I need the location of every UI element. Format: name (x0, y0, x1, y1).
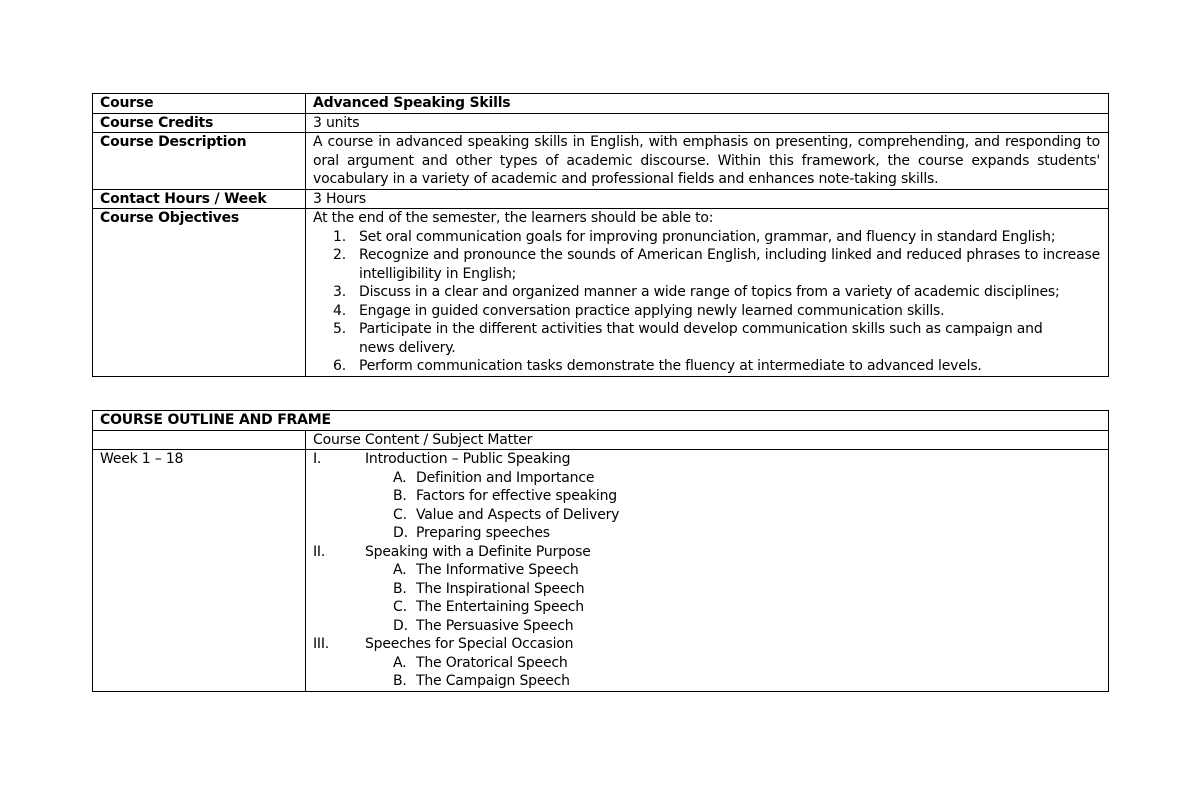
item-text: The Oratorical Speech (416, 654, 568, 671)
section-heading (313, 543, 1108, 562)
section-number: III. (313, 636, 330, 652)
description-label: Course Description (93, 133, 306, 190)
objective-text: Set oral communication goals for improving pronunciation, grammar, and fluency in standard English; (359, 228, 1056, 245)
list-item (313, 283, 1100, 302)
list-item (313, 506, 1108, 525)
objectives-list (313, 228, 1100, 376)
list-number: 4. (333, 302, 346, 319)
section-number: II. (313, 543, 326, 560)
objective-text: Perform communication tasks demonstrate the fluency at intermediate to advanced levels. (359, 358, 982, 374)
list-number: 3. (333, 284, 346, 300)
table-row (93, 113, 1109, 133)
item-letter: B. (393, 580, 407, 597)
week-label: Week 1 – 18 (93, 450, 306, 692)
credits-value: 3 units (306, 113, 1109, 133)
table-row (93, 430, 1109, 450)
list-item (313, 580, 1108, 599)
item-letter: C. (393, 506, 407, 523)
objective-text: Recognize and pronounce the sounds of American English, including linked and reduced phrases to increase intelligibility in English; (359, 247, 1100, 282)
item-text: Factors for effective speaking (416, 488, 617, 504)
table-row (93, 189, 1109, 209)
list-item (313, 617, 1108, 636)
section-heading (313, 450, 1108, 469)
section-number: I. (313, 451, 322, 467)
item-text: The Persuasive Speech (416, 617, 574, 634)
table-row (93, 450, 1109, 692)
list-item (313, 302, 1100, 321)
list-item (313, 320, 1100, 357)
list-item (313, 672, 1108, 691)
course-info-table (92, 93, 1109, 377)
item-text: The Informative Speech (416, 562, 579, 578)
course-title: Advanced Speaking Skills (306, 94, 1109, 114)
table-row (93, 133, 1109, 190)
description-value: A course in advanced speaking skills in English, with emphasis on presenting, comprehending, and responding to oral argument and other types of academic discourse. Within this framework, the course expands students' vocabulary in a variety of academic and professional fields and enhances note-taking skills. (306, 133, 1109, 190)
item-letter: C. (393, 599, 407, 615)
outline-content (306, 450, 1109, 692)
objectives-cell (306, 209, 1109, 377)
list-number: 5. (333, 321, 346, 337)
item-letter: B. (393, 673, 407, 689)
item-text: The Entertaining Speech (416, 599, 584, 615)
list-item (313, 654, 1108, 673)
item-text: The Campaign Speech (416, 673, 570, 689)
list-item (313, 228, 1100, 247)
list-number: 6. (333, 358, 346, 374)
section-heading (313, 635, 1108, 654)
outline-title: COURSE OUTLINE AND FRAME (93, 411, 1109, 431)
list-item (313, 487, 1108, 506)
hours-value: 3 Hours (306, 189, 1109, 209)
section-title: Speeches for Special Occasion (365, 636, 574, 652)
table-row (93, 209, 1109, 377)
table-row (93, 411, 1109, 431)
hours-label: Contact Hours / Week (93, 189, 306, 209)
list-item (313, 561, 1108, 580)
content-header: Course Content / Subject Matter (306, 430, 1109, 450)
item-letter: A. (393, 654, 407, 671)
list-item (313, 469, 1108, 488)
item-text: Preparing speeches (416, 525, 550, 541)
item-letter: D. (393, 617, 408, 634)
objective-text: Participate in the different activities that would develop communication skills such as campaign and news delivery. (359, 321, 1043, 356)
item-text: Value and Aspects of Delivery (416, 506, 620, 523)
credits-label: Course Credits (93, 113, 306, 133)
list-number: 2. (333, 247, 346, 263)
empty-cell (93, 430, 306, 450)
list-item (313, 598, 1108, 617)
section-title: Speaking with a Definite Purpose (365, 543, 591, 560)
list-number: 1. (333, 228, 346, 245)
item-letter: A. (393, 469, 407, 486)
item-letter: D. (393, 525, 408, 541)
item-letter: A. (393, 562, 407, 578)
objectives-label: Course Objectives (93, 209, 306, 377)
course-outline-table (92, 410, 1109, 692)
section-title: Introduction – Public Speaking (365, 451, 571, 467)
item-text: The Inspirational Speech (416, 580, 585, 597)
item-letter: B. (393, 488, 407, 504)
item-text: Definition and Importance (416, 469, 595, 486)
objectives-intro: At the end of the semester, the learners should be able to: (313, 210, 714, 226)
objective-text: Engage in guided conversation practice applying newly learned communication skills. (359, 302, 945, 319)
table-row (93, 94, 1109, 114)
list-item (313, 246, 1100, 283)
course-label: Course (93, 94, 306, 114)
objective-text: Discuss in a clear and organized manner a wide range of topics from a variety of academic disciplines; (359, 284, 1060, 300)
list-item (313, 357, 1100, 376)
list-item (313, 524, 1108, 543)
